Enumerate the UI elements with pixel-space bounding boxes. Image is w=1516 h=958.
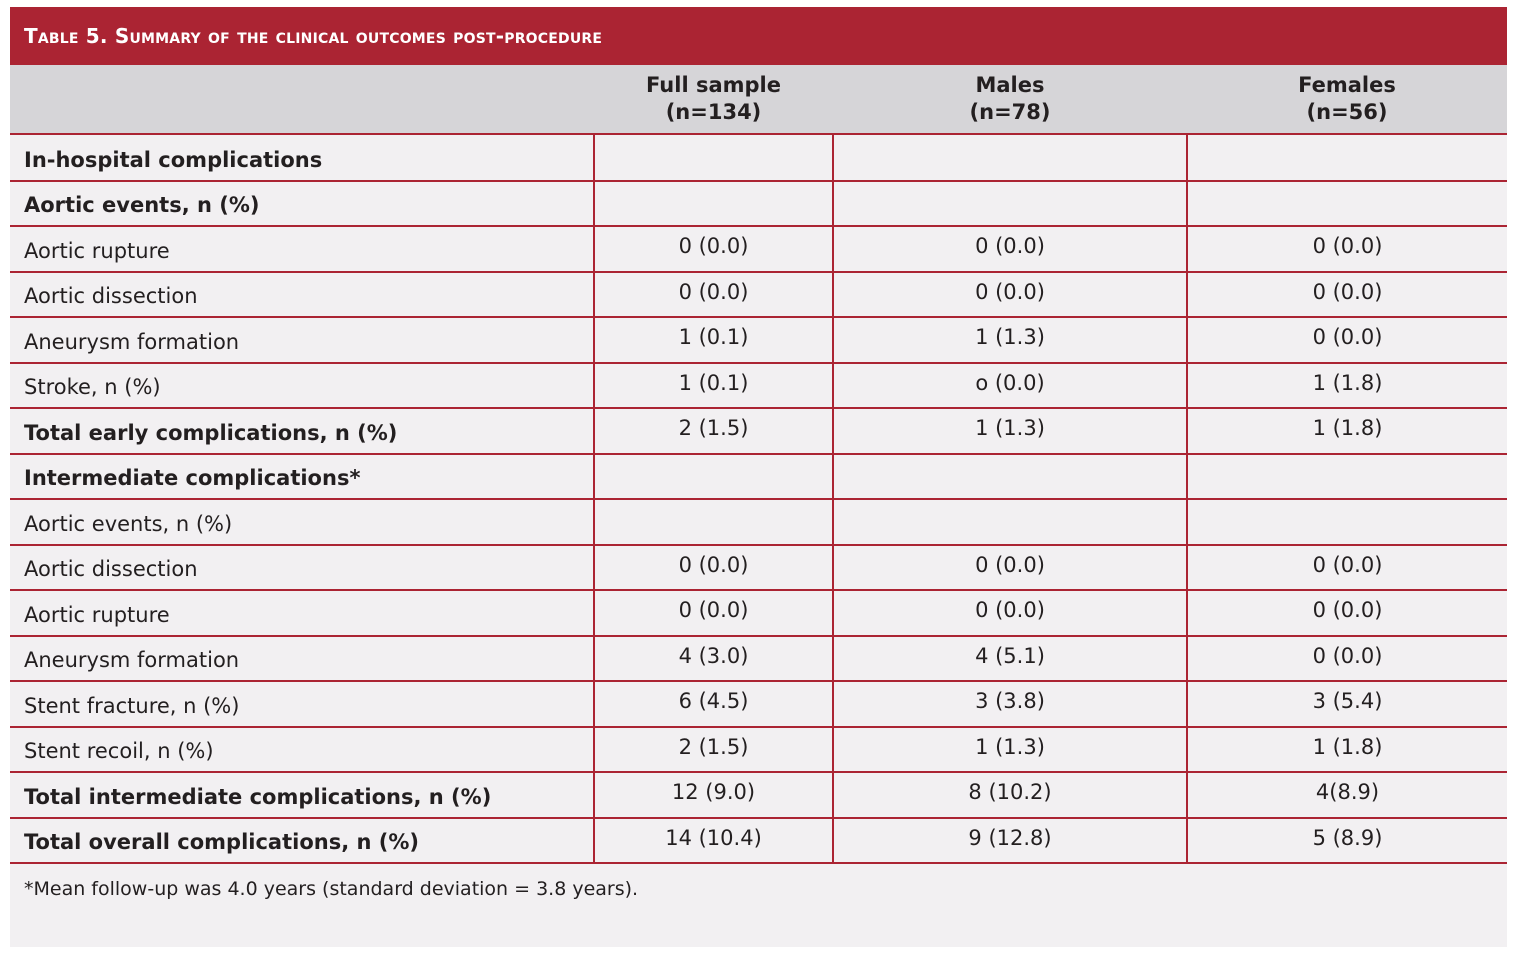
cell-males: 0 (0.0) xyxy=(833,272,1187,318)
cell-females: 1 (1.8) xyxy=(1187,408,1507,454)
cell-full-sample: 0 (0.0) xyxy=(594,272,833,318)
table-row xyxy=(10,363,1507,409)
header-females xyxy=(1187,65,1507,133)
cell-males xyxy=(833,454,1187,500)
cell-males: 0 (0.0) xyxy=(833,545,1187,591)
table-title-bar xyxy=(10,7,1507,65)
row-label: Aortic rupture xyxy=(10,226,594,272)
cell-males xyxy=(833,135,1187,181)
cell-males: 3 (3.8) xyxy=(833,681,1187,727)
cell-females: 5 (8.9) xyxy=(1187,818,1507,864)
cell-full-sample xyxy=(594,135,833,181)
cell-full-sample: 0 (0.0) xyxy=(594,545,833,591)
table-row xyxy=(10,545,1507,591)
table-row xyxy=(10,272,1507,318)
table-row xyxy=(10,727,1507,773)
cell-males xyxy=(833,181,1187,227)
table-row xyxy=(10,226,1507,272)
row-label: Stent fracture, n (%) xyxy=(10,681,594,727)
cell-females: 0 (0.0) xyxy=(1187,636,1507,682)
header-males xyxy=(833,65,1187,133)
table-row xyxy=(10,317,1507,363)
cell-females xyxy=(1187,499,1507,545)
cell-males: 8 (10.2) xyxy=(833,772,1187,818)
table-row xyxy=(10,818,1507,864)
cell-females: 0 (0.0) xyxy=(1187,590,1507,636)
table-header-row xyxy=(10,65,1507,135)
cell-males: 4 (5.1) xyxy=(833,636,1187,682)
cell-full-sample: 1 (0.1) xyxy=(594,317,833,363)
row-label: Aortic dissection xyxy=(10,272,594,318)
row-label: Aneurysm formation xyxy=(10,317,594,363)
header-males-label: Males xyxy=(975,73,1045,97)
cell-full-sample: 2 (1.5) xyxy=(594,727,833,773)
cell-females: 0 (0.0) xyxy=(1187,272,1507,318)
clinical-outcomes-table xyxy=(10,7,1507,947)
cell-males: 0 (0.0) xyxy=(833,226,1187,272)
cell-full-sample: 6 (4.5) xyxy=(594,681,833,727)
cell-females xyxy=(1187,454,1507,500)
cell-full-sample: 4 (3.0) xyxy=(594,636,833,682)
cell-females: 3 (5.4) xyxy=(1187,681,1507,727)
cell-females: 1 (1.8) xyxy=(1187,363,1507,409)
cell-full-sample: 12 (9.0) xyxy=(594,772,833,818)
row-label: Stent recoil, n (%) xyxy=(10,727,594,773)
header-empty-cell xyxy=(10,65,594,133)
table-footnote: *Mean follow-up was 4.0 years (standard deviation = 3.8 years). xyxy=(24,878,639,900)
row-label: Aortic dissection xyxy=(10,545,594,591)
table-body xyxy=(10,135,1507,864)
header-full-sample-label: Full sample xyxy=(646,73,781,97)
header-females-n: (n=56) xyxy=(1306,100,1388,124)
cell-females: 0 (0.0) xyxy=(1187,545,1507,591)
cell-females: 4(8.9) xyxy=(1187,772,1507,818)
cell-males xyxy=(833,499,1187,545)
table-title: Table 5. Summary of the clinical outcomes post-procedure xyxy=(24,24,603,48)
table-row xyxy=(10,499,1507,545)
table-row xyxy=(10,590,1507,636)
cell-males: 1 (1.3) xyxy=(833,727,1187,773)
table-row xyxy=(10,181,1507,227)
cell-males: 0 (0.0) xyxy=(833,590,1187,636)
row-label: Aortic rupture xyxy=(10,590,594,636)
cell-females xyxy=(1187,135,1507,181)
table-row xyxy=(10,772,1507,818)
cell-females: 1 (1.8) xyxy=(1187,727,1507,773)
cell-females xyxy=(1187,181,1507,227)
row-label: Aortic events, n (%) xyxy=(10,499,594,545)
header-full-sample-n: (n=134) xyxy=(665,100,762,124)
row-label: Total early complications, n (%) xyxy=(10,408,594,454)
header-females-label: Females xyxy=(1298,73,1396,97)
table-row xyxy=(10,681,1507,727)
cell-males: 1 (1.3) xyxy=(833,408,1187,454)
cell-full-sample: 2 (1.5) xyxy=(594,408,833,454)
table-row xyxy=(10,135,1507,181)
row-label: Intermediate complications* xyxy=(10,454,594,500)
row-label: Total intermediate complications, n (%) xyxy=(10,772,594,818)
row-label: Aneurysm formation xyxy=(10,636,594,682)
cell-males: o (0.0) xyxy=(833,363,1187,409)
row-label: Total overall complications, n (%) xyxy=(10,818,594,864)
cell-full-sample: 0 (0.0) xyxy=(594,226,833,272)
cell-full-sample: 14 (10.4) xyxy=(594,818,833,864)
table-row xyxy=(10,454,1507,500)
row-label: In-hospital complications xyxy=(10,135,594,181)
cell-full-sample xyxy=(594,499,833,545)
header-males-n: (n=78) xyxy=(969,100,1051,124)
cell-females: 0 (0.0) xyxy=(1187,226,1507,272)
table-row xyxy=(10,408,1507,454)
header-full-sample xyxy=(594,65,833,133)
cell-males: 9 (12.8) xyxy=(833,818,1187,864)
row-label: Stroke, n (%) xyxy=(10,363,594,409)
cell-full-sample: 1 (0.1) xyxy=(594,363,833,409)
cell-females: 0 (0.0) xyxy=(1187,317,1507,363)
cell-full-sample xyxy=(594,454,833,500)
cell-males: 1 (1.3) xyxy=(833,317,1187,363)
cell-full-sample xyxy=(594,181,833,227)
cell-full-sample: 0 (0.0) xyxy=(594,590,833,636)
row-label: Aortic events, n (%) xyxy=(10,181,594,227)
table-row xyxy=(10,636,1507,682)
